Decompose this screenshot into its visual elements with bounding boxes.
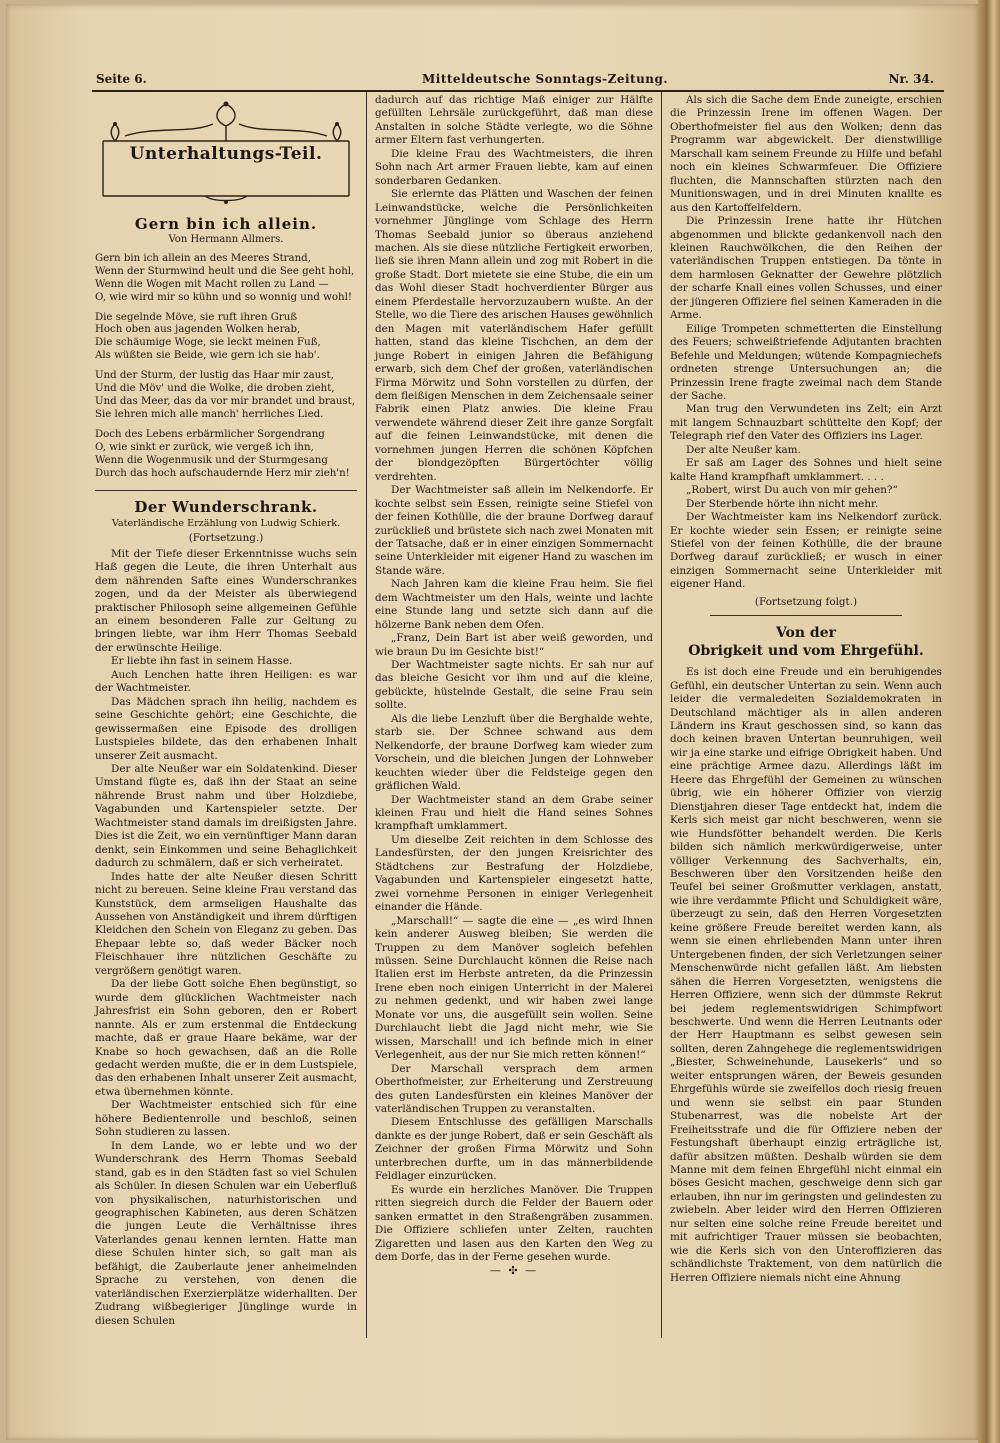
poem-line: Und das Meer, das da vor mir brandet und braust, (95, 395, 355, 407)
article-title-line: Von der (775, 625, 837, 642)
paragraph: Der alte Neußer war ein Soldatenkind. Dieser Umstand fügte es, daß ihn der Staat an seine nährende Brust nahm und über Holzdiebe, Vagabunden und Kartenspieler setzte. Der Wachtmeister stand damals im dreißigsten Jahre. Dies ist die Zeit, wo ein vernünftiger Mann daran denkt, sein Einkommen und seine Behaglichkeit dadurch zu schmälern, daß er sich verheiratet. (95, 763, 357, 870)
article-text (670, 666, 942, 1285)
poem-body (95, 253, 357, 481)
column-1 (95, 94, 357, 1328)
poem-line: O, wie sinkt er zurück, wie vergeß ich ihn, (95, 441, 314, 453)
poem-author: Von Hermann Allmers. (168, 234, 284, 246)
column-2 (375, 94, 653, 1278)
paragraph: Der alte Neußer kam. (686, 443, 801, 456)
poem-line: Und der Sturm, der lustig das Haar mir zaust, (95, 370, 334, 382)
paragraph: dadurch auf das richtige Maß einiger zur Hälfte gefüllten Lehrsäle zurückgeführt, daß man diese Anstalten in solche Städte verlegte, wo die Söhne armer Eltern fast verhungerten. (375, 94, 653, 147)
paragraph: Das Mädchen sprach ihn heilig, nachdem es seine Geschichte gehört; eine Geschichte, die gewissermaßen eine Episode des drolligen Lustspieles bildete, das den erhabenen Inhalt unserer Zeit ausmacht. (95, 695, 357, 762)
poem-stanza (95, 253, 357, 305)
section-title: Unterhaltungs-Teil. (129, 144, 323, 164)
article-title (670, 624, 942, 660)
paragraph: „Franz, Dein Bart ist aber weiß geworden, und wie braun Du im Gesichte bist!“ (375, 632, 653, 658)
story-title: Der Wunderschrank. (134, 498, 318, 517)
paragraph: Der Sterbende hörte ihn nicht mehr. (686, 497, 879, 510)
article-title-line: Obrigkeit und vom Ehrgefühl. (688, 643, 924, 660)
paragraph: Nach Jahren kam die kleine Frau heim. Sie fiel dem Wachtmeister um den Hals, weinte und lachte eine Stunde lang und setzte sich dann auf die hölzerne Bank neben dem Ofen. (375, 578, 653, 631)
poem-stanza (95, 370, 357, 422)
page-edge (978, 0, 1000, 1443)
story-text (375, 94, 653, 1264)
paragraph: „Marschall!“ — sagte die eine — „es wird Ihnen kein anderer Ausweg bleiben; Sie werden die Truppen zu dem Manöver sogleich befehlen müssen. Seine Durchlaucht können die Reise nach Italien erst im Herbste antreten, da die Prinzessin Irene eben noch einigen Unterricht in der Malerei zu nehmen gedenkt, und wir haben zwei lange Monate vor uns, die ausgefüllt sein wollen. Seine Durchlaucht liebt die Jagd nicht mehr, wie Sie wissen, Marschall! und ich befinde mich in einer Verlegenheit, aus der nur Sie mich retten können!“ (375, 914, 653, 1062)
column-3 (670, 94, 942, 1285)
paragraph: Auch Lenchen hatte ihren Heiligen: es war der Wachtmeister. (95, 668, 357, 695)
paragraph: Sie erlernte das Plätten und Waschen der feinen Leinwandstücke, welche die Persönlichkeiten vornehmer Jünglinge vom Schlage des Herrn Thomas Seebald junior so überaus anziehend machen. Als sie diese nützliche Fertigkeit erworben, ließ sie ihren Mann allein und zog mit Robert in die große Stadt. Dort mietete sie eine Stube, die ein um das Wohl dieser Stadt hochverdienter Bürger aus einem Pferdestalle hervorzuzaubern wußte. An der Stelle, wo die Tiere des arischen Hauses gewöhnlich den Magen mit vaterländischem Hafer gefüllt hatten, stand das kleine Tischchen, an dem der junge Robert in einigen Jahren die Befähigung erwarb, sich dem Chef der großen, vaterländischen Firma Mörwitz und Sohn vorstellen zu dürfen, der dem fleißigen Menschen in dem Zeichensaale seiner Fabrik einen Platz anwies. Die kleine Frau verwendete während dieser Zeit ihre ganze Sorgfalt auf die feinen Leinwandstücke, mit denen die vornehmen jungen Herren die schönen Köpfchen der blondgezöpften Bürgertöchter völlig verdrehten. (375, 188, 654, 483)
paragraph: Der Wachtmeister saß allein im Nelkendorfe. Er kochte selbst sein Essen, reinigte seine Stiefel von der feinen Kothülle, die der braune Dorfweg darauf zurückließ und brüstete sich nach zwei Monaten mit der Tatsache, daß er in einer einzigen Sommernacht seine Unterkleider mit eigener Hand zu waschen im Stande wäre. (375, 484, 653, 577)
paragraph: Es ist doch eine Freude und ein beruhigendes Gefühl, ein deutscher Untertan zu sein. Wenn auch leider die vermaledeiten Sozialdemokraten in Deutschland mächtiger als in allen anderen Ländern ins Kraut geschossen sind, so kann das doch keinen braven Untertan beunruhigen, weil wir ja eine starke und eifrige Obrigkeit haben. Und eine prächtige Armee dazu. Allerdings läßt im Heere das Ehrgefühl der Gemeinen zu wünschen übrig, wie ein höherer Offizier von vierzig Dienstjahren dieser Tage entdeckt hat, indem die Kerls sich meist gar nicht beschweren, wenn sie wie Hundsfötter behandelt werden. Die Kerls bilden sich nämlich merkwürdigerweise, unter völliger Verkennung des Sachverhalts, ein, Beschweren über den Vorsitzenden heiße den Teufel bei seiner Großmutter verklagen, anstatt, wie ihre verdammte Pflicht und Schuldigkeit wäre, überzeugt zu sein, daß den Herren Vorgesetzten keine größere Freude bereitet werden kann, als wenn sie einen ehrliebenden Mann unter ihren Untergebenen finden, der sich Verletzungen seiner Menschenwürde nicht gefallen läßt. Am liebsten sähen die Herren Vorgesetzten, wenigstens die Herren Offiziere, wenn sich der dümmste Rekrut bei jedem reglementswidrigen Schimpfwort beschwerte. Und wenn die Herren Leutnants oder der Herr Hauptmann es selbst gewesen sein sollten, deren Zahngehege die reglementswidrigen „Biester, Schweinehunde, Lausekerls“ und so weiter entsprungen wären, der Beweis gesunden Ehrgefühls würde sie zweifellos doch riesig freuen und wenn sie selbst ein paar Stunden Stubenarrest, was die nobelste Art der Freiheitsstrafe und die für Offiziere neben der Festungshaft überhaupt einzig erträgliche ist, dafür absitzen müßten. Deshalb würden sie dem Manne mit dem feinen Ehrgefühl nicht einmal ein böses Gesicht machen, geschweige denn sich gar erlauben, ihn nur im geringsten und gelindesten zu zwiebeln. Aber leider wird den Herren Offizieren nur selten eine solche reine Freude bereitet und mit aufrichtiger Trauer müssen sie beobachten, wie die Kerls sich von den Unteroffizieren das schändlichste Traktement, von dem natürlich die Herren Offiziere niemals nicht eine Ahnung (670, 666, 942, 1284)
to-be-continued: (Fortsetzung folgt.) (754, 595, 858, 608)
section-banner (95, 96, 357, 208)
paragraph: Es wurde ein herzliches Manöver. Die Truppen ritten siegreich durch die Felder der Bauern oder sanken ermattet in den Straßengräben zusammen. Die Offiziere schliefen unter Zelten, rauchten Zigaretten und lasen aus den Karten den Weg zu dem Dorfe, das in der Ferne gesehen wurde. (375, 1183, 653, 1263)
paragraph: Diesem Entschlusse des gefälligen Marschalls dankte es der junge Robert, daß er sein Geschäft als Zeichner der großen Firma Mörwitz und Sohn unterbrechen durfte, um in das männerbildende Feldlager einzurücken. (375, 1116, 653, 1183)
section-divider (95, 490, 357, 491)
poem-line: Gern bin ich allein an des Meeres Strand, (95, 252, 311, 264)
page-header (92, 68, 944, 90)
poem-line: Die schäumige Woge, sie leckt meinen Fuß, (95, 337, 321, 349)
continuation-note: (Fortsetzung.) (188, 532, 264, 545)
paragraph: Als die liebe Lenzluft über die Berghalde wehte, starb sie. Der Schnee schwand aus dem Nelkendorfe, der braune Dorfweg kam wieder zum Vorschein, und die bleichen Jungen der Lohnweber keuchten wieder über die Feldsteige gegen den gräflichen Wald. (375, 712, 653, 793)
poem-line: Hoch oben aus jagenden Wolken herab, (95, 324, 301, 336)
paragraph: Eilige Trompeten schmetterten die Einstellung des Feuers; schweißtriefende Adjutanten brachten Befehle und Meldungen; wütende Kompagniechefs ordneten strenge Untersuchungen an; die Prinzessin Irene fragte zweimal nach dem Stande der Sache. (670, 322, 942, 402)
paragraph: Um dieselbe Zeit reichten in dem Schlosse des Landesfürsten, der den jungen Kreisrichter des Städtchens zur Bestrafung der Holzdiebe, Vagabunden und Kartenspieler eingesetzt hatte, zwei vornehme Personen in einiger Verlegenheit einander die Hände. (375, 833, 653, 914)
paragraph: Er saß am Lager des Sohnes und hielt seine kalte Hand krampfhaft umklammert. . . . (670, 457, 942, 483)
issue-number: Nr. 34. (888, 72, 934, 86)
poem-line: Die segelnde Möve, sie ruft ihren Gruß (95, 311, 298, 323)
poem-stanza (95, 312, 357, 364)
paragraph: Man trug den Verwundeten ins Zelt; ein Arzt mit langem Schnauzbart schüttelte den Kopf; der Telegraph rief den Vater des Offiziers ins Lager. (670, 403, 942, 443)
paragraph: Der Wachtmeister sagte nichts. Er sah nur auf das bleiche Gesicht vor ihm und auf die kleine, gebückte, hüstelnde Gestalt, die seine Frau sein sollte. (375, 659, 653, 712)
paragraph: Die Prinzessin Irene hatte ihr Hütchen abgenommen und blickte gedankenvoll nach den kleinen Rauchwölkchen, die den Reihen der vaterländischen Truppen entstiegen. Da tönte in dem harmlosen Geknatter der Gewehre plötzlich der scharfe Knall eines vollen Schusses, und einer der jüngeren Offiziere fiel seinen Kameraden in die Arme. (670, 215, 942, 322)
paragraph: Der Wachtmeister entschied sich für eine höhere Bedientenrolle und beschloß, seinen Sohn studieren zu lassen. (95, 1099, 357, 1139)
poem-line: Wenn die Wogen mit Macht rollen zu Land — (95, 278, 329, 290)
poem-line: Durch das hoch aufschaudernde Herz mir zieh'n! (95, 467, 350, 479)
column-divider (366, 92, 367, 1338)
header-rule (92, 90, 944, 92)
page-number: Seite 6. (96, 72, 147, 86)
paragraph: Er liebte ihn fast in seinem Hasse. (111, 655, 293, 668)
poem-line: O, wie wird mir so kühn und so wonnig und wohl! (95, 291, 352, 303)
story-text (670, 94, 942, 592)
paragraph: Die kleine Frau des Wachtmeisters, die ihren Sohn nach Art armer Frauen liebte, kam auf einen sonderbaren Gedanken. (375, 147, 653, 187)
story-subtitle: Vaterländische Erzählung von Ludwig Schierk. (111, 517, 341, 529)
section-divider (710, 615, 902, 616)
paragraph: In dem Lande, wo er lebte und wo der Wunderschrank des Herrn Thomas Seebald stand, gab es in den Städten fast so viel Schulen als Schüler. In diesen Schulen war ein Ueberfluß von physikalischen, naturhistorischen und geographischen Kabineten, aus deren Schätzen die jungen Leute die Verhältnisse ihres Vaterlandes genau kennen lernten. Hatte man diese Schulen hinter sich, so galt man als befähigt, die Zauberlaute jener anheimelnden Sprache zu verstehen, von denen die vaterländischen Exerzierplätze widerhallten. Der Zudrang wißbegieriger Jünglinge wurde in diesen Schulen (95, 1139, 357, 1327)
poem-line: Wenn die Wogenmusik und der Sturmgesang (95, 454, 328, 466)
poem-line: Sie lehren mich alle manch' herrliches Lied. (95, 408, 324, 420)
column-divider (661, 92, 662, 1338)
poem-line: Wenn der Sturmwind heult und die See geht hohl, (95, 265, 355, 277)
paragraph: „Robert, wirst Du auch von mir gehen?“ (686, 484, 898, 497)
paragraph: Der Wachtmeister stand an dem Grabe seiner kleinen Frau und hielt die Hand seines Sohnes krampfhaft umklammert. (375, 793, 653, 833)
paragraph: Da der liebe Gott solche Ehen begünstigt, so wurde dem glücklichen Wachtmeister nach Jahresfrist ein Sohn geboren, den er Robert nannte. Als er zum erstenmal die Entdeckung machte, daß er graue Haare bekäme, war der Knabe so hoch gewachsen, daß an die Rolle gedacht werden mußte, die er in dem Lustspiele, das den erhabenen Inhalt unserer Zeit ausmacht, etwa übernehmen könnte. (95, 978, 357, 1098)
end-ornament-icon: — ✣ — (489, 1264, 539, 1278)
paragraph: Indes hatte der alte Neußer diesen Schritt nicht zu bereuen. Seine kleine Frau verstand das Kunststück, dem armseligen Haushalte das Aussehen von Anständigkeit und ihrem dürftigen Kleidchen den Schein von Eleganz zu geben. Das Ehepaar lebte so, daß weder Bäcker noch Fleischhauer ihre nützlichen Geschäfte zu vergrößern genötigt waren. (95, 870, 357, 977)
poem-line: Als wüßten sie Beide, wie gern ich sie hab'. (95, 350, 320, 362)
paragraph: Der Wachtmeister kam ins Nelkendorf zurück. Er kochte wieder sein Essen; er reinigte seine Stiefel von der feinen Kothülle, die der braune Dorfweg darauf zurückließ; er wusch in einer einzigen Sommernacht seine Unterkleider mit eigener Hand. (670, 511, 942, 591)
paragraph: Mit der Tiefe dieser Erkenntnisse wuchs sein Haß gegen die Leute, die ihren Unterhalt aus dem nährenden Safte eines Wunderschrankes zogen, und da der Meister als überwiegend praktischer Philosoph seine allgemeinen Gefühle an einem besonderen Falle zur Geltung zu bringen liebte, war ihm Herr Thomas Seebald der erwünschte Heilige. (95, 547, 357, 654)
paragraph: Als sich die Sache dem Ende zuneigte, erschien die Prinzessin Irene im offenen Wagen. Der Oberthofmeister fiel aus den Wolken; denn das Programm war abgewickelt. Der dienstwillige Marschall kam seinem Freunde zu Hilfe und befahl noch ein kleines Schwarmfeuer. Die Offiziere fluchten, die Mannschaften stürzten nach den Munitionswagen, und in drei Minuten knallte es aus den Kartoffelfeldern. (670, 94, 942, 214)
story-text (95, 548, 357, 1328)
poem-title: Gern bin ich allein. (134, 215, 318, 233)
newspaper-title: Mitteldeutsche Sonntags-Zeitung. (422, 72, 669, 86)
poem-stanza (95, 429, 357, 481)
poem-line: Doch des Lebens erbärmlicher Sorgendrang (95, 428, 325, 440)
poem-line: Und die Möv' und die Wolke, die droben zieht, (95, 383, 335, 395)
paragraph: Der Marschall versprach dem armen Oberthofmeister, zur Erheiterung und Zerstreuung des guten Landesfürsten ein kleines Manöver der vaterländischen Truppen zu veranstalten. (375, 1062, 653, 1115)
